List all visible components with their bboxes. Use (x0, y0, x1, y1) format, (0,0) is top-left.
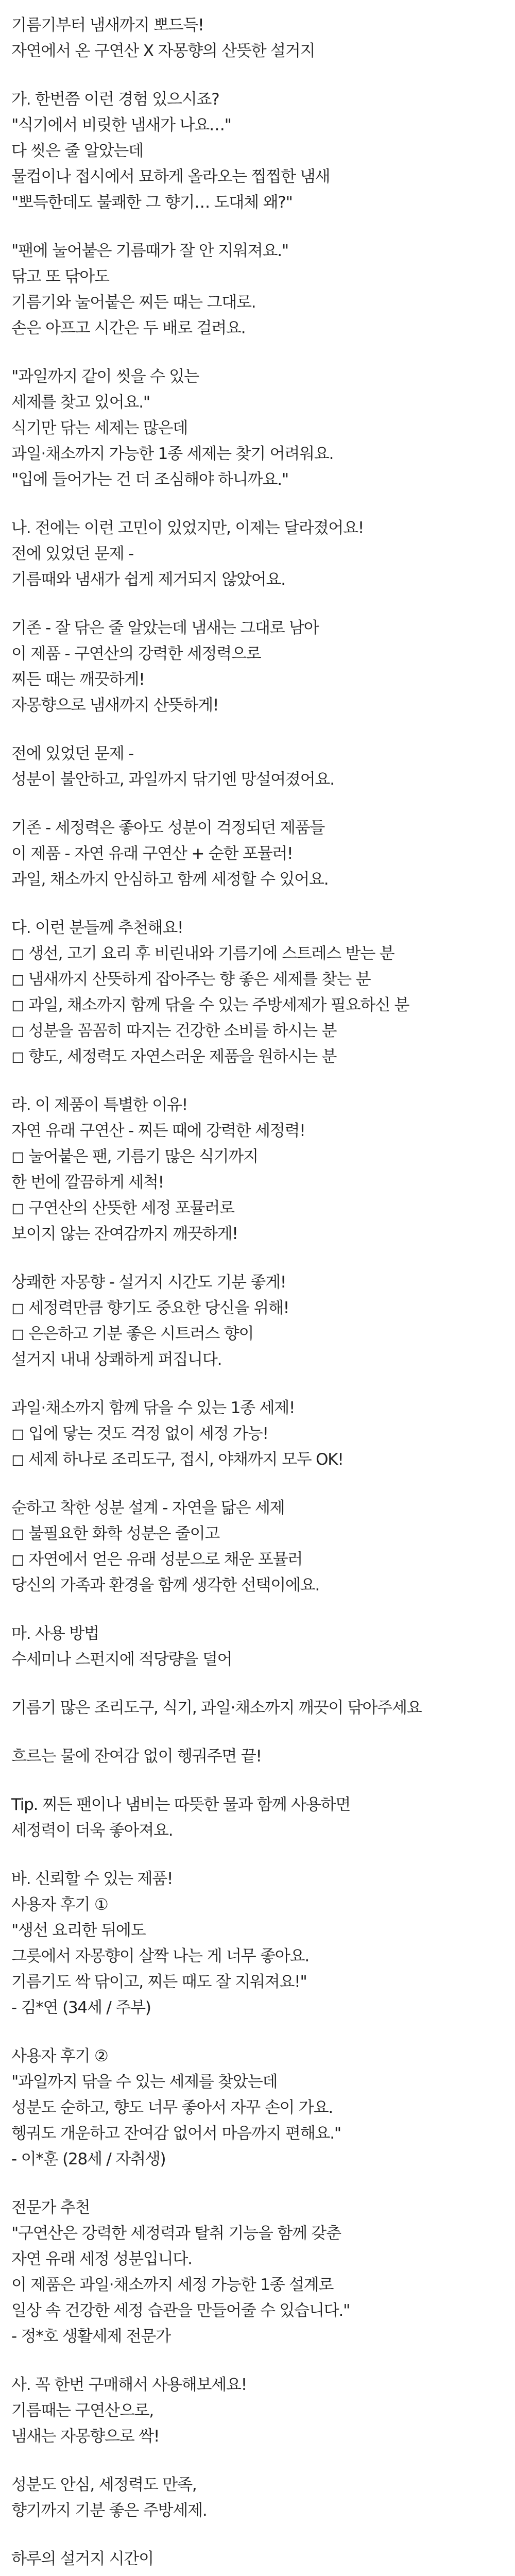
text-line: 가. 한번쯤 이런 경험 있으시죠? (11, 90, 219, 109)
text-line: 과일·채소까지 가능한 1종 세제는 찾기 어려워요. (11, 445, 334, 463)
text-line: 성분도 안심, 세정력도 만족, (11, 2476, 197, 2494)
text-line: 기존 - 잘 닦은 줄 알았는데 냄새는 그대로 남아 (11, 619, 319, 637)
text-line: 순하고 착한 성분 설계 - 자연을 닮은 세제 (11, 1499, 285, 1517)
text-line: ◻ 냄새까지 산뜻하게 잡아주는 향 좋은 세제를 찾는 분 (11, 970, 371, 989)
text-line: 물컵이나 접시에서 묘하게 올라오는 찝찝한 냄새 (11, 167, 330, 186)
text-line: 흐르는 물에 잔여감 없이 헹궈주면 끝! (11, 1747, 262, 1766)
paragraph (11, 87, 506, 215)
paragraph (11, 238, 506, 341)
text-line: "뽀득한데도 불쾌한 그 향기… 도대체 왜?" (11, 193, 293, 212)
text-line: ◻ 세정력만큼 향기도 중요한 당신을 위해! (11, 1299, 289, 1317)
text-line: "식기에서 비릿한 냄새가 나요…" (11, 116, 231, 134)
text-line: 자몽향으로 냄새까지 산뜻하게! (11, 696, 219, 715)
text-line: "팬에 눌어붙은 기름때가 잘 안 지워져요." (11, 242, 288, 260)
text-line: 상쾌한 자몽향 - 설거지 시간도 기분 좋게! (11, 1273, 286, 1292)
paragraph (11, 615, 506, 718)
text-line: ◻ 성분을 꼼꼼히 따지는 건강한 소비를 하시는 분 (11, 1022, 337, 1040)
text-line: ◻ 생선, 고기 요리 후 비린내와 기름기에 스트레스 받는 분 (11, 944, 394, 963)
text-line: 냄새는 자몽향으로 싹! (11, 2427, 160, 2446)
paragraph (11, 2472, 506, 2523)
text-line: 이 제품은 과일·채소까지 세정 가능한 1종 설계로 (11, 2276, 334, 2294)
paragraph (11, 364, 506, 493)
text-line: 세제를 찾고 있어요." (11, 393, 150, 412)
text-line: "구연산은 강력한 세정력과 탈취 기능을 함께 갖춘 (11, 2224, 341, 2243)
text-line: 과일·채소까지 함께 닦을 수 있는 1종 세제! (11, 1399, 295, 1417)
text-line: ◻ 구연산의 산뜻한 세정 포뮬러로 (11, 1199, 234, 1217)
text-line: 이 제품 - 구연산의 강력한 세정력으로 (11, 645, 261, 663)
text-line: 성분도 순하고, 향도 너무 좋아서 자꾸 손이 가요. (11, 2098, 333, 2117)
text-line (11, 2572, 506, 2576)
text-line: "입에 들어가는 건 더 조심해야 하니까요." (11, 470, 288, 489)
paragraph (11, 1695, 506, 1721)
text-line: 수세미나 스펀지에 적당량을 덜어 (11, 1650, 232, 1669)
text-line: 기존 - 세정력은 좋아도 성분이 걱정되던 제품들 (11, 819, 325, 837)
text-line: 자연 유래 구연산 - 찌든 때에 강력한 세정력! (11, 1122, 305, 1140)
text-line: 손은 아프고 시간은 두 배로 걸려요. (11, 319, 246, 337)
text-line: 이 제품 - 자연 유래 구연산 + 순한 포뮬러! (11, 844, 293, 863)
text-line: 일상 속 건강한 세정 습관을 만들어줄 수 있습니다." (11, 2301, 350, 2320)
text-line: ◻ 입에 닿는 것도 걱정 없이 세정 가능! (11, 1425, 268, 1443)
paragraph (11, 12, 506, 64)
text-line: 기름기도 싹 닦이고, 찌든 때도 잘 지워져요!" (11, 1973, 307, 1991)
text-line: 과일, 채소까지 안심하고 함께 세정할 수 있어요. (11, 870, 329, 889)
text-line: 자연에서 온 구연산 X 자몽향의 산뜻한 설거지 (11, 42, 315, 60)
text-line: 전에 있었던 문제 - (11, 545, 134, 563)
text-line: 기름기와 눌어붙은 찌든 때는 그대로. (11, 293, 256, 312)
text-line: "과일까지 같이 씻을 수 있는 (11, 367, 199, 386)
text-line: 다. 이런 분들께 추천해요! (11, 919, 183, 937)
text-line: Tip. 찌든 팬이나 냄비는 따뜻한 물과 함께 사용하면 (11, 1795, 351, 1814)
text-line: ◻ 자연에서 얻은 유래 성분으로 채운 포뮬러 (11, 1550, 303, 1569)
paragraph (11, 1743, 506, 1769)
paragraph (11, 2372, 506, 2449)
text-line: 기름때는 구연산으로, (11, 2401, 154, 2420)
paragraph (11, 515, 506, 592)
paragraph (11, 1269, 506, 1372)
paragraph (11, 1866, 506, 2021)
text-line: 자연 유래 세정 성분입니다. (11, 2250, 192, 2268)
text-line: 사용자 후기 ② (11, 2047, 108, 2065)
text-line: 성분이 불안하고, 과일까지 닦기엔 망설여졌어요. (11, 770, 334, 789)
text-line: - 이*훈 (28세 / 자취생) (11, 2150, 166, 2168)
text-line: 라. 이 제품이 특별한 이유! (11, 1096, 187, 1114)
text-line: 나. 전에는 이런 고민이 있었지만, 이제는 달라졌어요! (11, 519, 364, 537)
paragraph (11, 2195, 506, 2349)
text-line: 사용자 후기 ① (11, 1895, 108, 1914)
text-line: "생선 요리한 뒤에도 (11, 1921, 146, 1940)
text-line: ◻ 세제 하나로 조리도구, 접시, 야채까지 모두 OK! (11, 1450, 344, 1469)
paragraph (11, 1495, 506, 1598)
text-line: ◻ 눌어붙은 팬, 기름기 많은 식기까지 (11, 1147, 258, 1166)
text-line: 찌든 때는 깨끗하게! (11, 670, 145, 689)
text-line: 다 씻은 줄 알았는데 (11, 142, 143, 160)
paragraph (11, 915, 506, 1070)
paragraph (11, 2546, 506, 2576)
text-line: 식기만 닦는 세제는 많은데 (11, 419, 188, 437)
text-line: 보이지 않는 잔여감까지 깨끗하게! (11, 1225, 238, 1243)
paragraph (11, 815, 506, 892)
text-line: "과일까지 닦을 수 있는 세제를 찾았는데 (11, 2073, 278, 2091)
text-line: 사. 꼭 한번 구매해서 사용해보세요! (11, 2376, 247, 2394)
text-line: 바. 신뢰할 수 있는 제품! (11, 1870, 173, 1888)
text-line: 기름기 많은 조리도구, 식기, 과일·채소까지 깨끗이 닦아주세요 (11, 1699, 422, 1717)
paragraph (11, 1792, 506, 1843)
text-line: 마. 사용 방법 (11, 1624, 99, 1643)
text-line: ◻ 향도, 세정력도 자연스러운 제품을 원하시는 분 (11, 1047, 337, 1066)
text-line: 설거지 내내 상쾌하게 퍼집니다. (11, 1350, 222, 1369)
text-line: ◻ 과일, 채소까지 함께 닦을 수 있는 주방세제가 필요하신 분 (11, 996, 409, 1014)
paragraph (11, 1092, 506, 1247)
paragraph (11, 2043, 506, 2172)
text-line: 전에 있었던 문제 - (11, 744, 134, 763)
text-line: 기름때와 냄새가 쉽게 제거되지 않았어요. (11, 570, 285, 589)
paragraph (11, 1621, 506, 1672)
text-line: ◻ 불필요한 화학 성분은 줄이고 (11, 1524, 220, 1543)
text-line: - 정*호 생활세제 전문가 (11, 2327, 170, 2346)
paragraph (11, 1395, 506, 1472)
text-line: 전문가 추천 (11, 2198, 90, 2217)
paragraph (11, 741, 506, 792)
text-line: 닦고 또 닦아도 (11, 267, 109, 286)
text-line: 세정력이 더욱 좋아져요. (11, 1821, 173, 1840)
text-line: 기름기부터 냄새까지 뽀드득! (11, 16, 204, 35)
text-line: 향기까지 기분 좋은 주방세제. (11, 2501, 207, 2520)
text-line: 당신의 가족과 환경을 함께 생각한 선택이에요. (11, 1576, 320, 1595)
text-line: 한 번에 깔끔하게 세척! (11, 1173, 164, 1192)
text-line: 헹궈도 개운하고 잔여감 없어서 마음까지 편해요." (11, 2124, 341, 2143)
text-line: - 김*연 (34세 / 주부) (11, 1998, 151, 2017)
text-line: 그릇에서 자몽향이 살짝 나는 게 너무 좋아요. (11, 1947, 310, 1965)
text-line: 하루의 설거지 시간이 (11, 2550, 154, 2568)
text-line: ◻ 은은하고 기분 좋은 시트러스 향이 (11, 1325, 254, 1343)
